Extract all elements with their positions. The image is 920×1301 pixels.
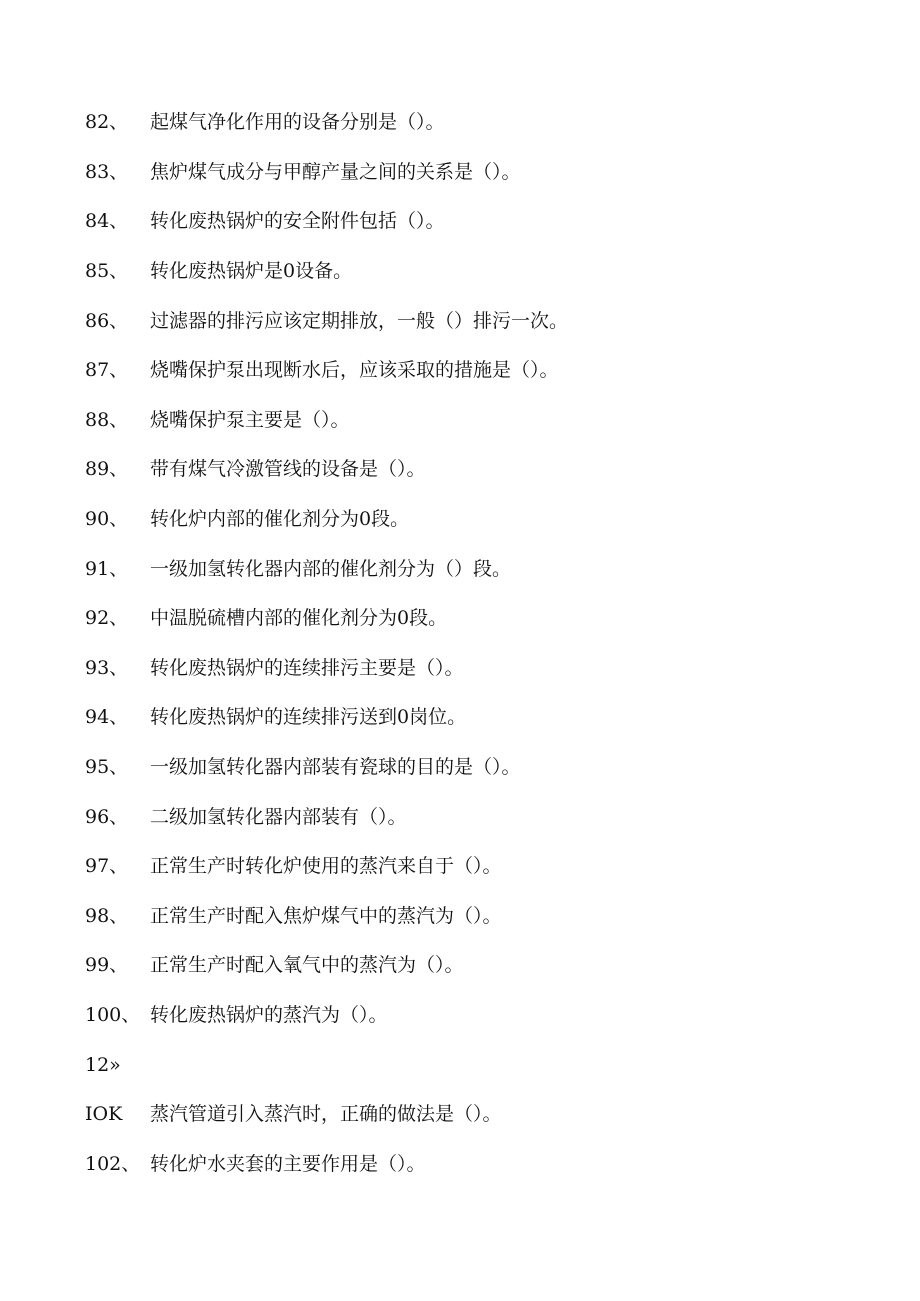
question-item [85,941,885,991]
question-item [85,842,885,892]
question-number: 96、 [85,805,129,828]
question-number: 100、 [85,1003,141,1026]
question-item [85,693,885,743]
question-item [85,1040,885,1090]
question-text: 起煤气净化作用的设备分别是（）。 [150,111,445,134]
question-item [85,296,885,346]
question-text: 转化废热锅炉的安全附件包括（）。 [150,210,445,233]
question-number: IOK [85,1103,123,1126]
question-item [85,792,885,842]
question-number: 87、 [85,359,129,382]
question-text: 烧嘴保护泵主要是（）。 [150,408,350,431]
question-number: 92、 [85,607,129,630]
question-text: 一级加氢转化器内部的催化剂分为（）段。 [150,557,512,580]
question-number: 99、 [85,954,129,977]
question-text: 转化废热锅炉是0设备。 [150,260,353,283]
question-item [85,1139,885,1189]
question-item [85,991,885,1041]
question-text: 转化废热锅炉的连续排污主要是（）。 [150,656,464,679]
question-text: 蒸汽管道引入蒸汽时，正确的做法是（）。 [150,1103,502,1126]
question-number: 84、 [85,210,129,233]
question-number: 12» [85,1053,121,1076]
question-number: 82、 [85,111,129,134]
question-number: 94、 [85,706,129,729]
question-number: 83、 [85,160,129,183]
question-text: 转化炉水夹套的主要作用是（）。 [150,1152,426,1175]
question-number: 98、 [85,904,129,927]
question-number: 95、 [85,756,129,779]
question-number: 88、 [85,408,129,431]
question-number: 102、 [85,1152,141,1175]
question-item [85,892,885,942]
question-item [85,445,885,495]
question-item [85,544,885,594]
question-item [85,644,885,694]
question-text: 正常生产时转化炉使用的蒸汽来自于（）。 [150,855,502,878]
question-text: 转化炉内部的催化剂分为0段。 [150,508,410,531]
question-number: 89、 [85,458,129,481]
question-text: 焦炉煤气成分与甲醇产量之间的关系是（）。 [150,160,521,183]
question-text: 二级加氢转化器内部装有（）。 [150,805,407,828]
question-item [85,743,885,793]
question-number: 97、 [85,855,129,878]
question-text: 烧嘴保护泵出现断水后，应该采取的措施是（）。 [150,359,559,382]
question-number: 93、 [85,656,129,679]
question-list [85,98,885,1189]
question-text: 带有煤气冷激管线的设备是（）。 [150,458,426,481]
question-text: 过滤器的排污应该定期排放，一般（）排污一次。 [150,309,569,332]
question-number: 85、 [85,260,129,283]
question-text: 转化废热锅炉的蒸汽为（）。 [150,1003,388,1026]
question-text: 转化废热锅炉的连续排污送到0岗位。 [150,706,467,729]
question-item [85,594,885,644]
question-text: 一级加氢转化器内部装有瓷球的目的是（）。 [150,756,521,779]
question-item [85,495,885,545]
question-item [85,1090,885,1140]
question-item [85,98,885,148]
question-number: 91、 [85,557,129,580]
question-text: 正常生产时配入氧气中的蒸汽为（）。 [150,954,464,977]
question-text: 中温脱硫槽内部的催化剂分为0段。 [150,607,448,630]
question-number: 90、 [85,508,129,531]
question-text: 正常生产时配入焦炉煤气中的蒸汽为（）。 [150,904,502,927]
question-item [85,148,885,198]
question-item [85,247,885,297]
question-number: 86、 [85,309,129,332]
question-item [85,197,885,247]
question-item [85,346,885,396]
question-item [85,396,885,446]
